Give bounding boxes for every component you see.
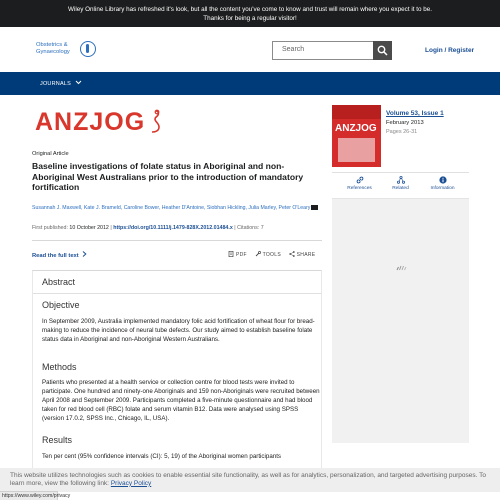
share-label: SHARE [296,252,316,258]
logo-line-1: Obstetrics & [36,42,68,48]
logo-line-2: Gynaecology [36,49,70,55]
mother-figure-icon [149,109,163,134]
link-icon [356,176,364,184]
tools-button[interactable] [255,251,281,258]
objective-heading: Objective [42,300,80,310]
search-icon [377,45,388,56]
side-panel-content [332,198,469,443]
cover-title: ANZJOG [335,123,377,134]
network-icon [397,176,405,184]
read-full-text-link[interactable] [32,251,87,259]
email-icon[interactable] [311,205,318,210]
read-full-text-label: Read the full text [32,253,79,259]
logo-text [36,42,70,56]
cookie-notice [0,468,500,492]
first-published-label: First published: [32,225,68,231]
divider [33,293,321,294]
objective-text: In September 2009, Australia implemented mandatory folic acid fortification of wheat flour for bread-making to reduce the incidence of neural tube defects. Our study aimed to establish baseline folate status data in Aboriginal and non-Aboriginal Western Australians. [42,318,315,344]
login-register-link[interactable]: Login / Register [425,47,475,54]
obstetrics-logo-icon [80,41,96,57]
pdf-button[interactable] [228,251,247,258]
loading-spinner-icon [396,263,408,271]
cover-photo [338,138,375,162]
issue-cover-image[interactable] [332,105,381,167]
search-box[interactable] [272,41,392,60]
results-heading: Results [42,435,73,445]
share-icon [289,251,295,257]
divider [332,172,469,173]
separator: | [234,225,236,231]
privacy-policy-link[interactable]: Privacy Policy [110,479,152,487]
anzjog-logo[interactable] [35,108,195,138]
tab-related-label: Related [392,186,409,191]
tab-information[interactable] [420,176,465,191]
journals-label: JOURNALS [40,81,71,87]
info-icon [439,176,447,184]
article-type: Original Article [32,151,69,157]
search-input[interactable]: Search [282,46,305,53]
chevron-right-icon [82,251,87,257]
publication-info [32,225,332,231]
tab-references-label: References [347,186,372,191]
banner-line-2: Thanks for being a regular visitor! [203,15,297,22]
tab-information-label: Information [430,186,455,191]
wrench-icon [255,251,261,257]
article-tools [228,251,321,258]
cookie-text: This website utilizes technologies such as cookies to enable essential site functionality, as well as for analytics, personalization, and targeted advertising purposes. To learn more, view the following link: [10,472,486,487]
divider [32,240,322,241]
citations-count[interactable]: Citations: 7 [237,225,264,231]
banner-line-1: Wiley Online Library has refreshed it's look, but all the content you've come to know and trust will remain where you expect it to be. [68,6,432,13]
doi-link[interactable]: https://doi.org/10.1111/j.1479-828X.2012.01484.x [113,225,233,231]
pdf-icon [228,251,234,257]
volume-issue-link[interactable]: Volume 53, Issue 1 [386,110,444,117]
pdf-label: PDF [236,252,247,258]
separator: | [110,225,112,231]
methods-text: Patients who presented at a health service or collection centre for blood tests were invited to participate. One hundred and ninety-one Aboriginals and 159 non-Aboriginals were recruited between April 2008 and September 2009. Participants completed a five-minute questionnaire and had blood taken for red blood cell (RBC) folate and serum vitamin B12. Data were analysed using SPSS (version 17.0.2, SPSS Inc., Chicago, IL, USA). [42,379,320,423]
side-tab-bar [332,176,469,196]
methods-heading: Methods [42,362,77,372]
journal-home-logo[interactable] [36,41,98,63]
results-text: Ten per cent (95% confidence intervals (CI): 5, 19) of the Aboriginal women participants [42,453,282,460]
tab-related[interactable] [378,176,423,191]
author-names[interactable]: Susannah J. Maxwell, Kate J. Brameld, Caroline Bower, Heather D'Antoine, Siobhan Hickling, Julia Marley, Peter O'Leary [32,205,311,211]
cover-header-band [332,105,381,119]
first-published-date: 10 October 2012 [69,225,109,231]
issue-date: February 2013 [386,120,424,126]
tools-label: TOOLS [262,252,281,258]
abstract-heading: Abstract [42,277,76,287]
journals-menu[interactable] [40,80,82,87]
chevron-down-icon [75,80,82,85]
author-list[interactable] [32,204,322,213]
article-title: Baseline investigations of folate status in Aboriginal and non-Aboriginal West Australians prior to the introduction of mandatory fortification [32,161,304,192]
site-refresh-banner [0,0,500,27]
status-bar-url: https://www.wiley.com/privacy [2,493,71,499]
issue-pages: Pages 26-31 [386,129,418,135]
tab-references[interactable] [337,176,382,191]
share-button[interactable] [289,251,316,258]
search-button[interactable] [373,41,392,60]
journal-name: ANZJOG [35,108,146,136]
